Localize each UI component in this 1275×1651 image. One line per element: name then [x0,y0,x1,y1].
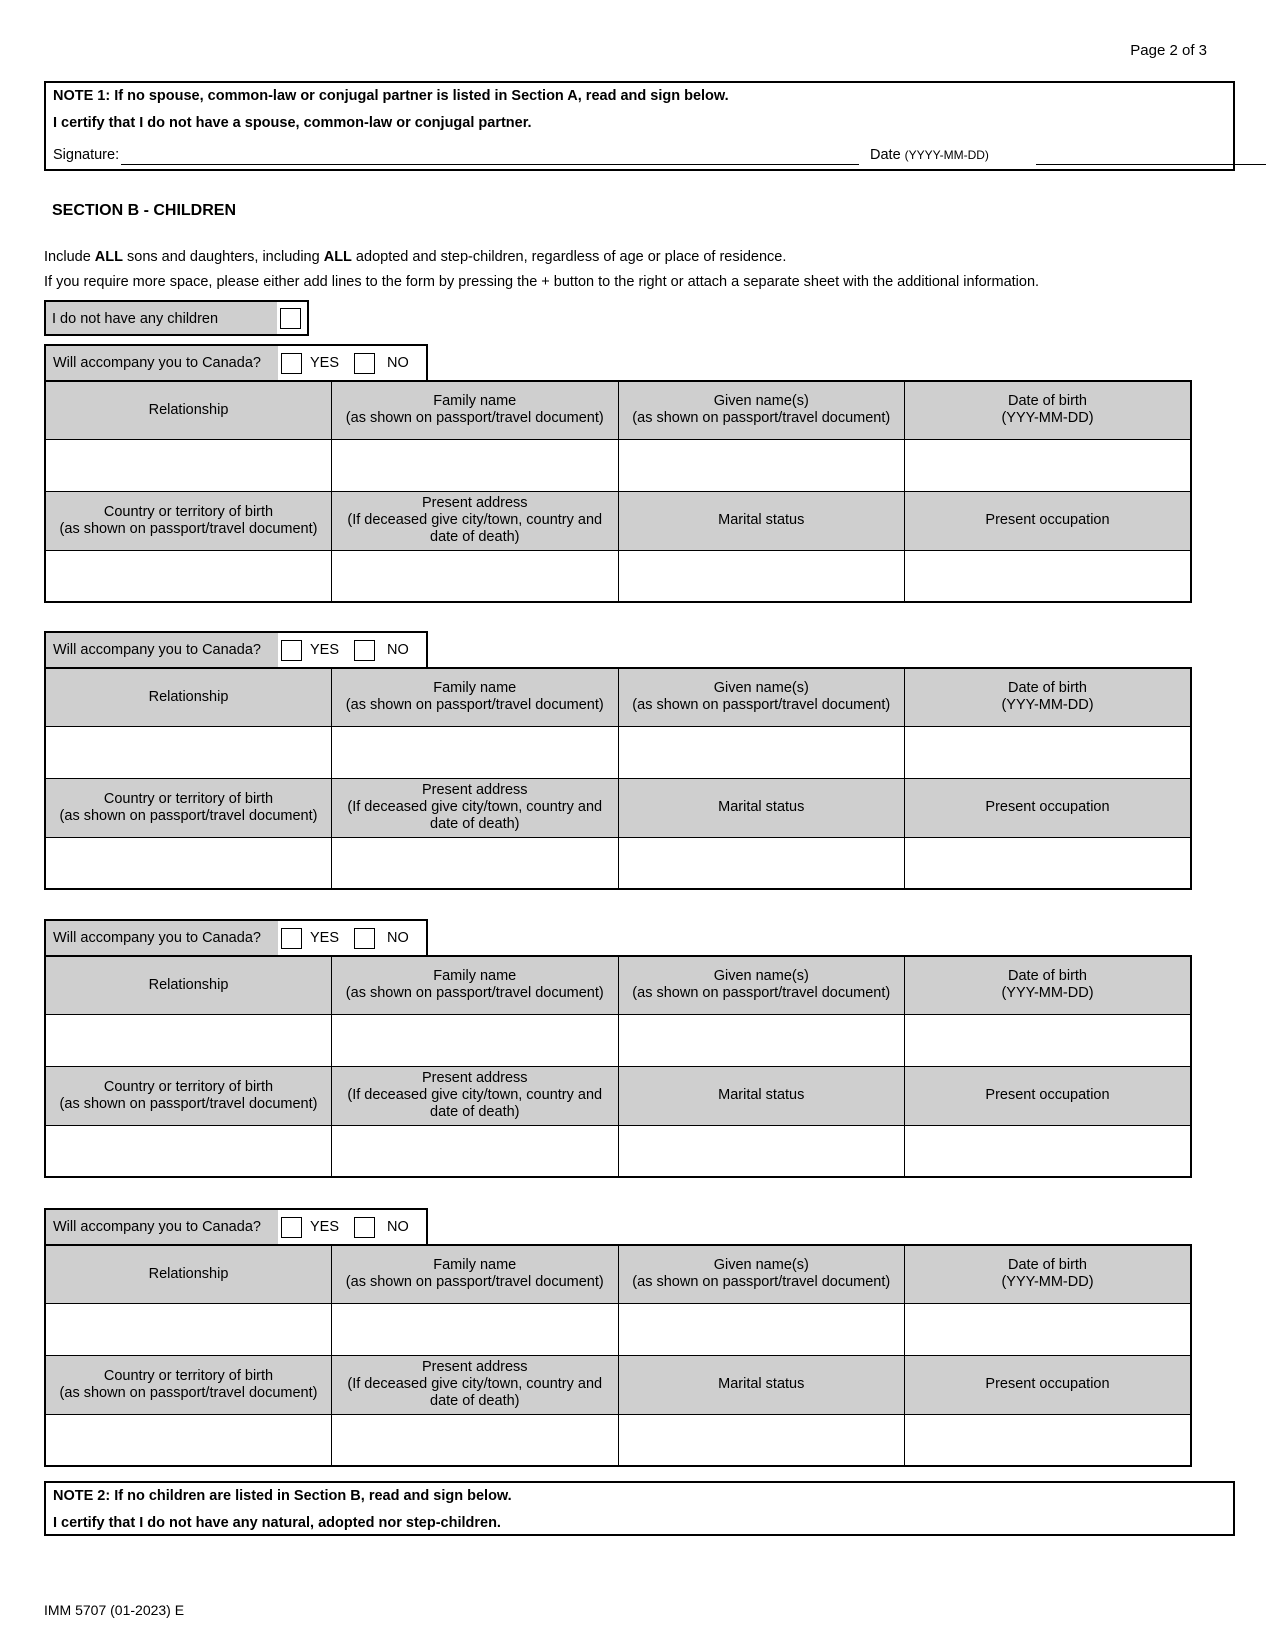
occupation-header: Present occupation [905,778,1192,837]
country-birth-input[interactable] [45,1414,332,1466]
accompany-no-label: NO [387,355,409,371]
country-birth-header: Country or territory of birth (as shown on passport/travel document) [45,778,332,837]
accompany-yes-label: YES [310,642,340,658]
child-details-table [44,955,1192,1178]
accompany-yes-label: YES [310,930,340,946]
present-address-input[interactable] [332,1414,619,1466]
marital-status-header: Marital status [618,1066,905,1125]
note1-certification: I certify that I do not have a spouse, common-law or conjugal partner. [53,115,532,131]
accompany-no-label: NO [387,642,409,658]
present-address-header: Present address (If deceased give city/town, country and date of death) [332,491,619,550]
child-entry-3 [44,919,1192,1179]
country-birth-input[interactable] [45,550,332,602]
occupation-input[interactable] [905,1414,1192,1466]
note1-box [44,81,1235,171]
note2-heading: NOTE 2: If no children are listed in Section B, read and sign below. [53,1488,512,1504]
marital-status-input[interactable] [618,1414,905,1466]
accompany-yes-checkbox[interactable] [281,353,302,374]
given-names-input[interactable] [618,1303,905,1355]
marital-status-header: Marital status [618,1355,905,1414]
relationship-header: Relationship [45,1245,332,1303]
accompany-yes-checkbox[interactable] [281,640,302,661]
accompany-no-checkbox[interactable] [354,640,375,661]
relationship-header: Relationship [45,956,332,1014]
no-children-checkbox[interactable] [280,308,301,329]
child-details-table [44,1244,1192,1467]
country-birth-input[interactable] [45,837,332,889]
family-name-header: Family name (as shown on passport/travel document) [332,668,619,726]
relationship-input[interactable] [45,1303,332,1355]
dob-header: Date of birth (YYY-MM-DD) [905,381,1192,439]
signature-label: Signature: [53,147,120,163]
marital-status-input[interactable] [618,837,905,889]
given-names-input[interactable] [618,1014,905,1066]
date-format: (YYYY-MM-DD) [904,148,989,162]
accompany-yes-checkbox[interactable] [281,928,302,949]
present-address-header: Present address (If deceased give city/town, country and date of death) [332,1066,619,1125]
present-address-input[interactable] [332,837,619,889]
family-name-input[interactable] [332,1303,619,1355]
no-children-row [44,300,309,336]
page-number: Page 2 of 3 [1130,42,1207,59]
given-names-header: Given name(s) (as shown on passport/travel document) [618,1245,905,1303]
occupation-header: Present occupation [905,491,1192,550]
family-name-input[interactable] [332,1014,619,1066]
occupation-header: Present occupation [905,1066,1192,1125]
relationship-header: Relationship [45,668,332,726]
family-name-header: Family name (as shown on passport/travel document) [332,956,619,1014]
country-birth-header: Country or territory of birth (as shown on passport/travel document) [45,491,332,550]
accompany-question: Will accompany you to Canada? [46,921,278,955]
marital-status-header: Marital status [618,778,905,837]
no-children-label: I do not have any children [52,311,219,327]
child-entry-1 [44,344,1192,604]
accompany-question: Will accompany you to Canada? [46,346,278,380]
marital-status-input[interactable] [618,1125,905,1177]
family-name-header: Family name (as shown on passport/travel document) [332,1245,619,1303]
country-birth-header: Country or territory of birth (as shown on passport/travel document) [45,1066,332,1125]
family-name-input[interactable] [332,439,619,491]
dob-input[interactable] [905,1014,1192,1066]
accompany-row [44,1208,428,1244]
date-field[interactable] [1036,164,1266,165]
date-label: Date (YYYY-MM-DD) [870,147,989,163]
note2-certification: I certify that I do not have any natural, adopted nor step-children. [53,1515,501,1531]
form-footer-code: IMM 5707 (01-2023) E [44,1602,185,1618]
present-address-header: Present address (If deceased give city/town, country and date of death) [332,778,619,837]
relationship-header: Relationship [45,381,332,439]
accompany-row [44,919,428,955]
given-names-input[interactable] [618,726,905,778]
occupation-input[interactable] [905,550,1192,602]
signature-field[interactable] [121,164,859,165]
country-birth-header: Country or territory of birth (as shown on passport/travel document) [45,1355,332,1414]
note1-heading: NOTE 1: If no spouse, common-law or conjugal partner is listed in Section A, read and sign below. [53,88,729,104]
section-b-intro: Include ALL sons and daughters, including ALL adopted and step-children, regardless of age or place of residence. [44,249,787,265]
present-address-input[interactable] [332,550,619,602]
dob-header: Date of birth (YYY-MM-DD) [905,668,1192,726]
present-address-input[interactable] [332,1125,619,1177]
child-entry-4 [44,1208,1192,1468]
given-names-header: Given name(s) (as shown on passport/travel document) [618,668,905,726]
accompany-yes-label: YES [310,1219,340,1235]
accompany-question: Will accompany you to Canada? [46,633,278,667]
dob-input[interactable] [905,439,1192,491]
accompany-no-checkbox[interactable] [354,928,375,949]
accompany-row [44,631,428,667]
occupation-header: Present occupation [905,1355,1192,1414]
dob-header: Date of birth (YYY-MM-DD) [905,956,1192,1014]
given-names-input[interactable] [618,439,905,491]
accompany-question: Will accompany you to Canada? [46,1210,278,1244]
country-birth-input[interactable] [45,1125,332,1177]
marital-status-header: Marital status [618,491,905,550]
present-address-header: Present address (If deceased give city/town, country and date of death) [332,1355,619,1414]
accompany-no-checkbox[interactable] [354,1217,375,1238]
occupation-input[interactable] [905,837,1192,889]
child-details-table [44,380,1192,603]
given-names-header: Given name(s) (as shown on passport/travel document) [618,956,905,1014]
accompany-no-label: NO [387,930,409,946]
accompany-yes-label: YES [310,355,340,371]
relationship-input[interactable] [45,439,332,491]
dob-input[interactable] [905,726,1192,778]
accompany-no-label: NO [387,1219,409,1235]
marital-status-input[interactable] [618,550,905,602]
child-entry-2 [44,631,1192,891]
relationship-input[interactable] [45,726,332,778]
section-b-space-note: If you require more space, please either add lines to the form by pressing the + button to the right or attach a separate sheet with the additional information. [44,274,1040,290]
section-b-title: SECTION B - CHILDREN [52,202,236,219]
note2-box [44,1481,1235,1536]
dob-header: Date of birth (YYY-MM-DD) [905,1245,1192,1303]
occupation-input[interactable] [905,1125,1192,1177]
family-name-input[interactable] [332,726,619,778]
child-details-table [44,667,1192,890]
accompany-row [44,344,428,380]
given-names-header: Given name(s) (as shown on passport/travel document) [618,381,905,439]
accompany-no-checkbox[interactable] [354,353,375,374]
accompany-yes-checkbox[interactable] [281,1217,302,1238]
family-name-header: Family name (as shown on passport/travel document) [332,381,619,439]
relationship-input[interactable] [45,1014,332,1066]
dob-input[interactable] [905,1303,1192,1355]
